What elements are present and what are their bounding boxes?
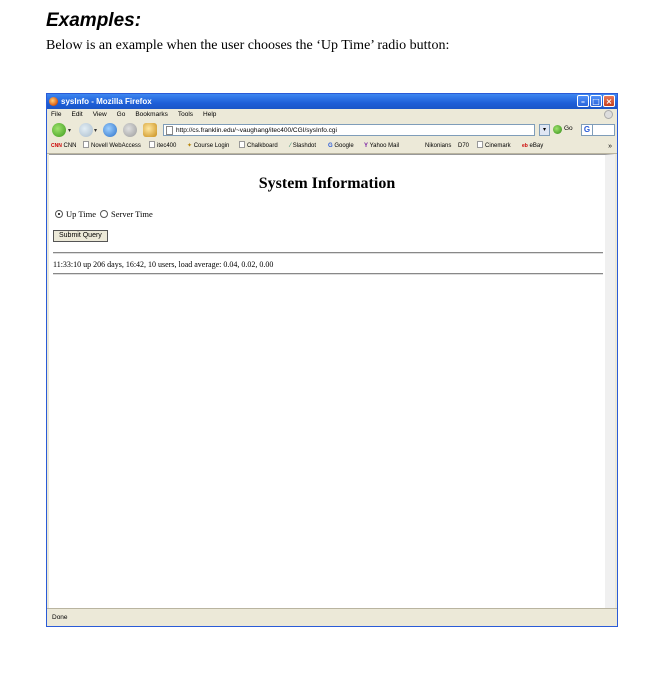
search-engine-icon[interactable]: G: [581, 124, 593, 136]
reload-button[interactable]: [103, 123, 117, 137]
menu-bar: [47, 109, 617, 120]
page-title: System Information: [258, 175, 396, 192]
go-icon[interactable]: [553, 125, 562, 134]
bookmark-slashdot[interactable]: ⁄ Slashdot: [290, 143, 317, 149]
bookmarks-toolbar: [47, 140, 617, 154]
google-icon: G: [328, 143, 333, 149]
bookmark-google[interactable]: G Google: [328, 143, 354, 149]
bookmark-cnn[interactable]: CNN CNN: [51, 143, 77, 149]
back-dropdown-icon[interactable]: ▾: [68, 127, 72, 134]
uptime-output: 11:33:10 up 206 days, 16:42, 10 users, load average: 0.04, 0.02, 0.00: [53, 260, 274, 269]
radio-up-time-label[interactable]: Up Time: [66, 209, 96, 219]
menu-bookmarks[interactable]: Bookmarks: [135, 111, 168, 118]
minimize-button[interactable]: –: [577, 95, 589, 107]
close-button[interactable]: ×: [603, 95, 615, 107]
bookmark-yahoo-mail[interactable]: Y Yahoo Mail: [364, 143, 400, 149]
menu-view[interactable]: View: [92, 111, 107, 118]
divider: [53, 273, 603, 275]
bookmark-cinemark[interactable]: Cinemark: [477, 140, 511, 153]
page-icon: [239, 141, 245, 148]
forward-dropdown-icon[interactable]: ▾: [94, 127, 98, 134]
radio-up-time[interactable]: [55, 210, 63, 218]
document-heading: Examples:: [46, 10, 142, 31]
go-button[interactable]: Go: [564, 125, 573, 132]
back-button[interactable]: [52, 123, 66, 137]
home-button[interactable]: [143, 123, 157, 137]
menu-file[interactable]: File: [51, 111, 62, 118]
maximize-button[interactable]: □: [590, 95, 602, 107]
cnn-icon: CNN: [51, 143, 62, 149]
slashdot-icon: ⁄: [290, 143, 292, 149]
bookmark-itec400[interactable]: itec400: [149, 140, 176, 153]
status-text: Done: [52, 614, 68, 621]
bookmark-novell[interactable]: Novell WebAccess: [83, 140, 141, 153]
page-icon: [149, 141, 155, 148]
radio-server-time-label[interactable]: Server Time: [111, 209, 153, 219]
page-icon: [83, 141, 89, 148]
bookmark-nikonians[interactable]: Nikonians: [425, 143, 452, 149]
menu-help[interactable]: Help: [203, 111, 217, 118]
bookmark-chalkboard[interactable]: Chalkboard: [239, 140, 278, 153]
pin-icon: ✦: [187, 143, 193, 149]
menu-go[interactable]: Go: [116, 111, 126, 118]
window-controls: [577, 95, 615, 107]
divider: [53, 252, 603, 254]
bookmark-ebay[interactable]: eb eBay: [522, 143, 544, 149]
url-dropdown-button[interactable]: ▾: [539, 124, 550, 136]
throbber-icon: [604, 110, 613, 119]
page-icon: [477, 141, 483, 148]
ebay-icon: eb: [522, 143, 528, 149]
bookmarks-overflow-button[interactable]: »: [608, 143, 612, 150]
url-text: http://cs.franklin.edu/~vaughang/itec400/CGI/sysInfo.cgi: [176, 127, 337, 134]
status-bar: [47, 608, 617, 626]
menu-edit[interactable]: Edit: [71, 111, 83, 118]
page-content: [49, 154, 615, 609]
window-title: sysInfo - Mozilla Firefox: [61, 97, 152, 106]
yahoo-icon: Y: [364, 143, 369, 149]
forward-button[interactable]: [79, 123, 93, 137]
page-icon: [166, 126, 173, 135]
time-choice-group: [55, 209, 153, 219]
firefox-icon: [49, 97, 58, 106]
title-bar[interactable]: [47, 94, 617, 109]
radio-server-time[interactable]: [100, 210, 108, 218]
bookmark-course-login[interactable]: ✦ Course Login: [187, 143, 230, 149]
document-intro: Below is an example when the user chooses the ‘Up Time’ radio button:: [46, 38, 450, 53]
submit-query-button[interactable]: Submit Query: [53, 230, 108, 242]
url-input[interactable]: [163, 124, 535, 136]
browser-window: [46, 93, 618, 627]
search-input[interactable]: [593, 124, 615, 136]
navigation-toolbar: [47, 121, 617, 139]
bookmark-d70[interactable]: D70: [458, 143, 470, 149]
menu-tools[interactable]: Tools: [177, 111, 194, 118]
stop-button[interactable]: [123, 123, 137, 137]
